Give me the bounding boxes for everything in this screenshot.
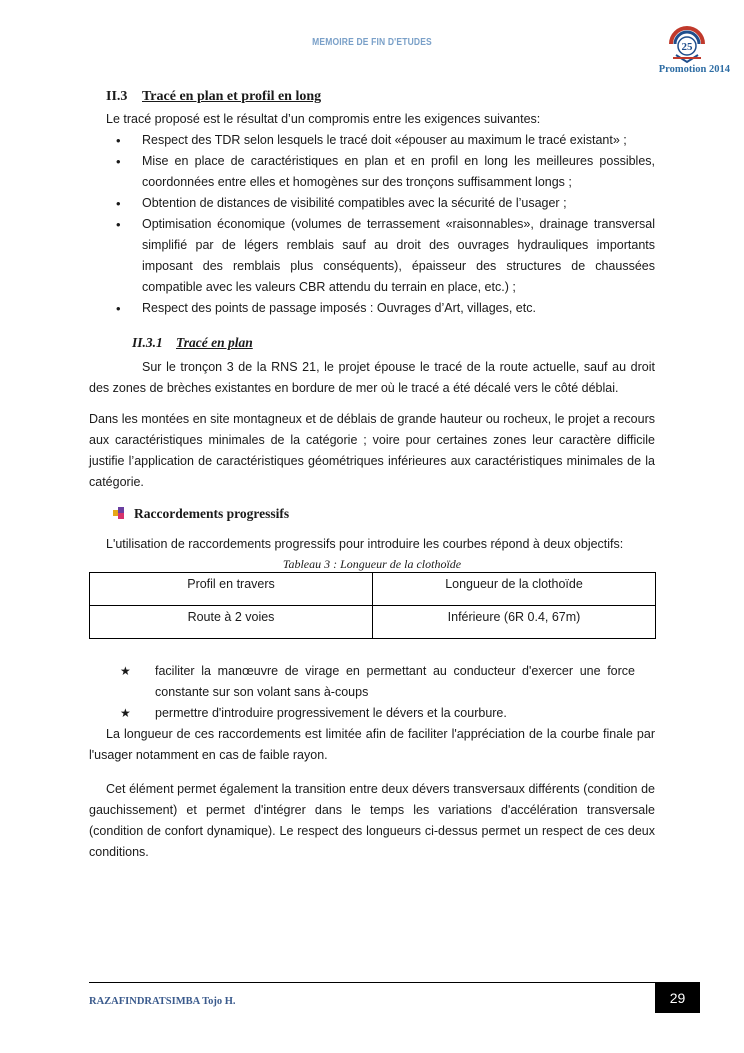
table-caption: Tableau 3 : Longueur de la clothoïde: [282, 557, 462, 571]
subsection-number: II.3.1: [132, 335, 163, 350]
section-heading: [106, 86, 655, 107]
bullet-icon: •: [116, 301, 121, 316]
list-item: • Mise en place de caractéristiques en plan et en profil en long les meilleures possibles, coordonnées entre elles et homogènes sur des tronçons suffisamment longs ;: [89, 151, 655, 193]
footer-divider: [89, 982, 655, 983]
list-item: • Obtention de distances de visibilité compatibles avec la sécurité de l’usager ;: [89, 193, 655, 214]
raccordements-heading: [113, 503, 655, 524]
star-icon: ★: [120, 706, 131, 720]
bullet-icon: •: [116, 217, 121, 232]
footer-author: RAZAFINDRATSIMBA Tojo H.: [89, 996, 236, 1007]
objectives-list: [89, 661, 655, 724]
requirements-list: [89, 130, 655, 319]
page-content: [89, 86, 655, 863]
list-item: • Respect des points de passage imposés : Ouvrages d’Art, villages, etc.: [89, 298, 655, 319]
list-item: ★ faciliter la manœuvre de virage en permettant au conducteur d'exercer une force constante sur son volant sans à-coups: [89, 661, 655, 703]
table-header-row: [90, 573, 656, 606]
promotion-label: Promotion 2014: [658, 64, 730, 75]
raccordements-title: Raccordements progressifs: [134, 506, 290, 521]
bullet-icon: •: [116, 196, 121, 211]
section-number: II.3: [106, 89, 128, 104]
page-number: 29: [655, 982, 700, 1013]
table-header-cell: Longueur de la clothoïde: [373, 573, 656, 606]
table-row: [90, 606, 656, 639]
running-header-title: MEMOIRE DE FIN D'ETUDES: [312, 37, 432, 48]
star-icon: ★: [120, 664, 131, 678]
table-cell: Route à 2 voies: [90, 606, 373, 639]
paragraph: Dans les montées en site montagneux et de déblais de grande hauteur ou rocheux, le projet a recours aux caractéristiques minimales de la catégorie ; voire pour certaines zones leur caractère difficile justifie l’application de caractéristiques géométriques inférieures aux caractéristiques minimales de la catégorie.: [89, 412, 655, 489]
school-logo-icon: [667, 22, 707, 64]
subsection-heading: [132, 332, 655, 353]
bullet-icon: •: [116, 154, 121, 169]
table-header-cell: Profil en travers: [90, 573, 373, 606]
raccordements-intro: L'utilisation de raccordements progressifs pour introduire les courbes répond à deux objectifs:: [106, 537, 624, 551]
paragraph: Cet élément permet également la transition entre deux dévers transversaux différents (condition de gauchissement) et permet d'intégrer dans le temps les variations d'accélération transversale (condition de confort dynamique). Le respect des longueurs ci-dessus permet un respect de ces deux conditions.: [89, 782, 655, 859]
table-cell: Inférieure (6R 0.4, 67m): [373, 606, 656, 639]
subsection-title: Tracé en plan: [176, 335, 253, 350]
paragraph: Sur le tronçon 3 de la RNS 21, le projet épouse le tracé de la route actuelle, sauf au droit des zones de brèches existantes en bordure de mer où le tracé a été décalé vers le côté déblai.: [89, 360, 655, 395]
list-item: ★ permettre d'introduire progressivement le dévers et la courbure.: [89, 703, 655, 724]
clothoid-table: [89, 572, 656, 639]
list-item: • Optimisation économique (volumes de terrassement «raisonnables», drainage transversal simplifié par de légers remblais sauf au droit des ouvrages hydrauliques importants imposant des remblais plus conséquents), épaisseur des structures de chaussées compatible avec les valeurs CBR attendu du terrain en place, etc.) ;: [89, 214, 655, 298]
paragraph: La longueur de ces raccordements est limitée afin de faciliter l'appréciation de la courbe finale par l'usager notamment en cas de faible rayon.: [89, 727, 655, 762]
bullet-icon: •: [116, 133, 121, 148]
list-item: • Respect des TDR selon lesquels le tracé doit «épouser au maximum le tracé existant» ;: [89, 130, 655, 151]
section-intro: Le tracé proposé est le résultat d’un compromis entre les exigences suivantes:: [106, 112, 541, 126]
colored-square-bullet-icon: [113, 507, 124, 519]
section-title: Tracé en plan et profil en long: [142, 89, 322, 104]
svg-text:25: 25: [681, 41, 693, 53]
